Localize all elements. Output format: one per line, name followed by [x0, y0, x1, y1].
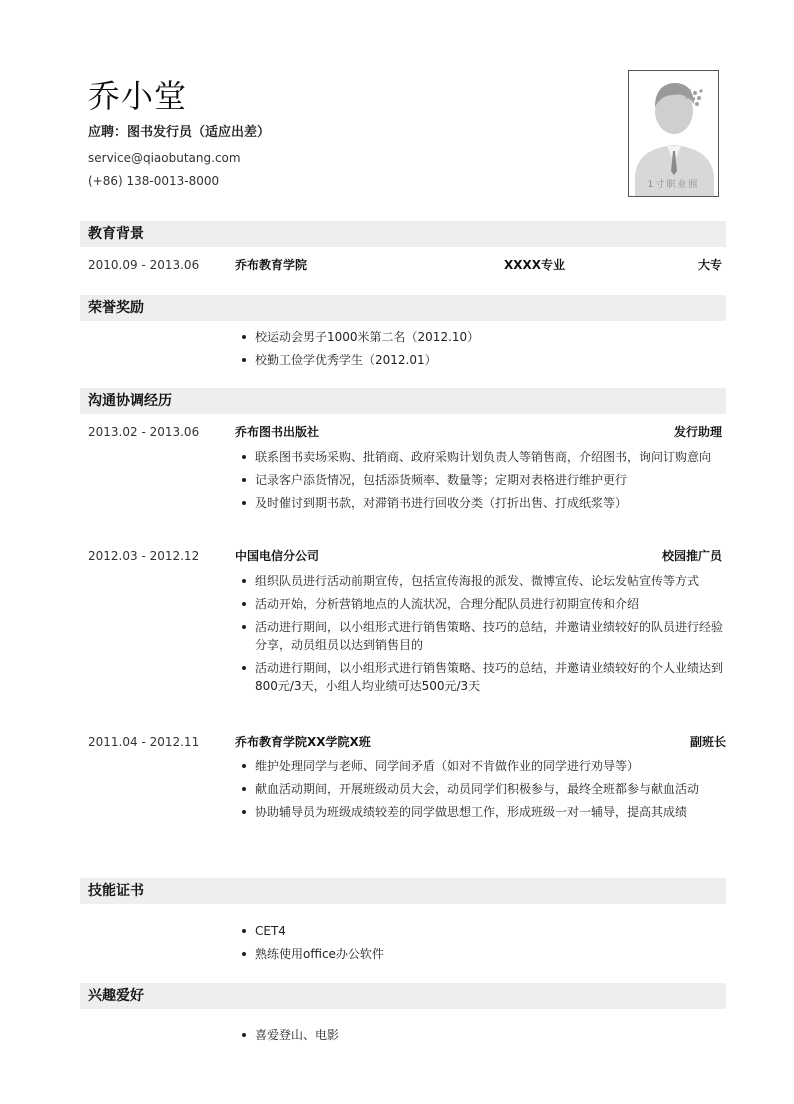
role-title: 发行助理	[673, 425, 722, 439]
section-title: 荣誉奖励	[88, 300, 144, 316]
section-experience	[80, 388, 726, 414]
list-item: 维护处理同学与老师、同学间矛盾（如对不肯做作业的同学进行劝导等）	[240, 757, 724, 775]
school-name: 乔布教育学院	[235, 258, 308, 272]
degree-text: 大专	[697, 258, 722, 272]
experience-bullets	[240, 572, 724, 700]
hobbies-list	[240, 1026, 724, 1049]
list-item: 记录客户添货情况，包括添货频率、数量等；定期对表格进行维护更行	[240, 471, 724, 489]
organization-name: 乔布图书出版社	[235, 425, 320, 439]
education-date: 2010.09 - 2013.06	[88, 258, 200, 272]
experience-row	[88, 547, 722, 565]
list-item: 协助辅导员为班级成绩较差的同学做思想工作，形成班级一对一辅导，提高其成绩	[240, 803, 724, 821]
email-text: service@qiaobutang.com	[88, 151, 241, 165]
list-item: 活动开始，分析营销地点的人流状况，合理分配队员进行初期宣传和介绍	[240, 595, 724, 613]
list-item: 活动进行期间，以小组形式进行销售策略、技巧的总结，并邀请业绩较好的队员进行经验分享，动员组员以达到销售目的	[240, 618, 724, 654]
experience-bullets	[240, 757, 724, 826]
list-item: 校运动会男子1000米第二名（2012.10）	[240, 328, 724, 346]
section-skills	[80, 878, 726, 904]
list-item: CET4	[240, 922, 724, 940]
list-item: 熟练使用office办公软件	[240, 945, 724, 963]
phone-text: (+86) 138-0013-8000	[88, 174, 220, 188]
section-title: 兴趣爱好	[88, 988, 144, 1004]
role-title: 副班长	[689, 735, 726, 749]
section-title: 教育背景	[88, 226, 144, 242]
experience-date: 2011.04 - 2012.11	[88, 735, 200, 749]
photo-caption: 1寸职业照	[647, 180, 700, 190]
experience-date: 2013.02 - 2013.06	[88, 425, 200, 439]
role-title: 校园推广员	[661, 549, 722, 563]
experience-row	[88, 423, 722, 441]
list-item: 联系图书卖场采购、批销商、政府采购计划负责人等销售商，介绍图书，询问订购意向	[240, 448, 724, 466]
skills-list	[240, 922, 724, 968]
section-education	[80, 221, 726, 247]
experience-date: 2012.03 - 2012.12	[88, 549, 200, 563]
section-hobbies	[80, 983, 726, 1009]
list-item: 喜爱登山、电影	[240, 1026, 724, 1044]
honors-list	[240, 328, 724, 374]
list-item: 献血活动期间，开展班级动员大会，动员同学们积极参与，最终全班都参与献血活动	[240, 780, 724, 798]
experience-bullets	[240, 448, 724, 517]
resume-header	[88, 76, 648, 189]
experience-row	[88, 733, 726, 751]
section-title: 技能证书	[88, 883, 144, 899]
id-photo	[628, 70, 719, 197]
list-item: 组织队员进行活动前期宣传，包括宣传海报的派发、微博宣传、论坛发帖宣传等方式	[240, 572, 724, 590]
organization-name: 中国电信分公司	[235, 549, 320, 563]
education-row	[88, 256, 722, 274]
list-item: 活动进行期间，以小组形式进行销售策略、技巧的总结，并邀请业绩较好的个人业绩达到800元/3天，小组人均业绩可达500元/3天	[240, 659, 724, 695]
section-title: 沟通协调经历	[88, 393, 172, 409]
list-item: 校勤工俭学优秀学生（2012.01）	[240, 351, 724, 369]
applied-position: 应聘：图书发行员（适应出差）	[88, 125, 271, 140]
organization-name: 乔布教育学院XX学院X班	[235, 735, 371, 749]
list-item: 及时催讨到期书款，对滞销书进行回收分类（打折出售、打成纸浆等）	[240, 494, 724, 512]
section-honors	[80, 295, 726, 321]
candidate-name: 乔小堂	[88, 77, 188, 115]
major-name: XXXX专业	[504, 258, 566, 272]
